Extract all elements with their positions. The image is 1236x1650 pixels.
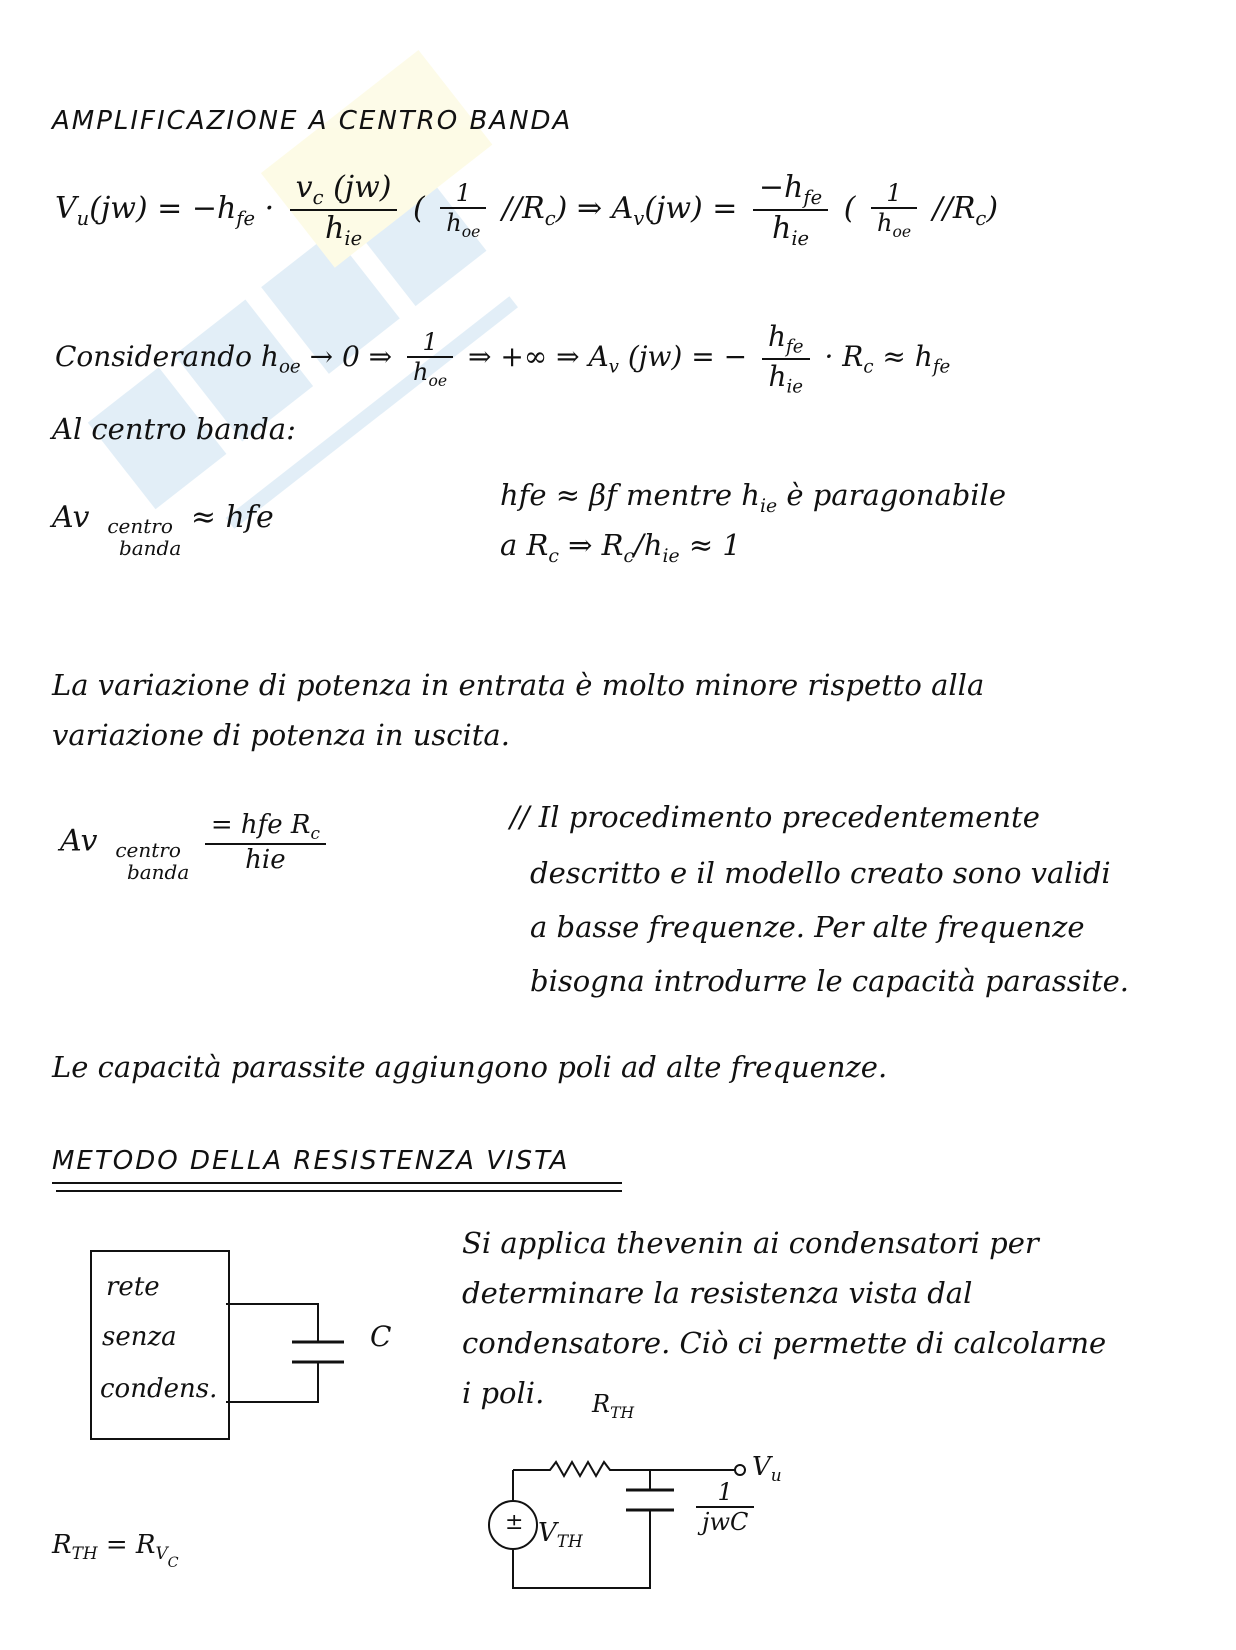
eq1-rhs-inner-fraction [871, 179, 917, 241]
eq2-num-sub: fe [786, 336, 804, 358]
note1-line2-mid: ⇒ R [558, 528, 624, 562]
network-label-line3: condens. [100, 1374, 218, 1404]
resistor-label-sub: TH [610, 1403, 635, 1422]
source-label-sub: TH [556, 1531, 583, 1552]
eq2-frac-num: 1 [407, 328, 453, 358]
eq2-fraction [407, 328, 453, 390]
note-procedimento-line3: a basse frequenze. Per alte frequenze [530, 910, 1085, 944]
eq2-arrow: → 0 ⇒ [300, 340, 402, 374]
eq1-inner-num: 1 [440, 179, 486, 209]
source-polarity-symbol: ± [505, 1510, 524, 1535]
resistor-label [592, 1390, 634, 1422]
eq4-num-sub: c [310, 823, 320, 844]
equation-rth [52, 1530, 179, 1571]
eq1-frac-den-sub: ie [344, 227, 363, 250]
note1-line2-sub3: ie [662, 545, 680, 567]
eq1-fraction [290, 170, 398, 250]
eq1-par-open: ( [413, 191, 425, 226]
eq5-eq: = R [97, 1530, 156, 1560]
note1-line2-end: ≈ 1 [679, 528, 741, 562]
eq1-frac-num-sub: c [312, 186, 324, 209]
eq1-par-end: ) [555, 191, 568, 226]
eq2-times-sub: c [863, 356, 874, 378]
impedance-fraction [696, 1478, 754, 1536]
network-label-line1: rete [106, 1272, 160, 1302]
eq4-lhs-sub2: banda [126, 859, 190, 884]
eq4-lhs-sub1: centro [115, 837, 181, 862]
note-rc-ratio [500, 528, 741, 567]
eq5-lhs: R [52, 1530, 72, 1560]
note1-line2: a R [500, 528, 549, 562]
eq1-lhs-sub2: fe [236, 207, 256, 230]
eq1-rhs-par-close-sub: c [975, 207, 987, 230]
eq2-frac-den-sub: oe [428, 371, 448, 390]
note-procedimento-line1: // Il procedimento precedentemente [510, 800, 1040, 834]
paragraph-thevenin-line2: determinare la resistenza vista dal [462, 1276, 973, 1310]
eq4-num: = hfe R [210, 810, 311, 840]
eq2-tends-sub: v [608, 356, 619, 378]
paragraph-variazione-line2: variazione di potenza in uscita. [52, 718, 510, 752]
note1-line2-mid2: /h [634, 528, 663, 562]
paragraph-thevenin-line3: condensatore. Ciò ci permette di calcolarne [462, 1326, 1107, 1360]
eq1-implies-arg: (jw) = [644, 191, 738, 226]
eq2-approx: ≈ h [873, 340, 933, 374]
eq2-tends-arg: (jw) = − [618, 340, 748, 374]
eq1-inner-den-sub: oe [461, 222, 481, 241]
paragraph-capacita-parassite: Le capacità parassite aggiungono poli ad alte frequenze. [52, 1050, 888, 1084]
eq1-frac-num-arg: (jw) [323, 170, 392, 205]
paragraph-centro-banda: Al centro banda: [52, 412, 296, 446]
eq1-par-close: //R [501, 191, 545, 226]
eq1-lhs-arg: (jw) = −h [89, 191, 237, 226]
eq1-par-close-sub: c [544, 207, 556, 230]
eq1-dot: · [255, 191, 284, 226]
eq2-prefix: Considerando h [55, 340, 279, 374]
eq1-lhs: V [55, 191, 77, 226]
note-procedimento-line2: descritto e il modello creato sono validi [530, 856, 1111, 890]
paragraph-thevenin-line4: i poli. [462, 1376, 545, 1410]
eq4-lhs: Av [60, 823, 98, 859]
eq2-den-sub: ie [786, 376, 804, 398]
equation-av-gain-formula [60, 810, 332, 883]
section-heading-centro-banda: AMPLIFICAZIONE A CENTRO BANDA [52, 106, 573, 136]
note1-line1: hfe ≈ βf mentre h [500, 478, 760, 512]
equation-hoe-limit [55, 320, 950, 397]
eq5-lhs-sub: TH [71, 1543, 98, 1564]
eq2-tends: ⇒ +∞ ⇒ A [468, 340, 609, 374]
capacitor-label: C [370, 1320, 392, 1353]
heading-underline-2 [56, 1190, 622, 1192]
eq1-rhs-fraction [753, 170, 828, 250]
eq1-frac-num: v [295, 170, 313, 205]
heading-underline-1 [52, 1182, 622, 1184]
eq2-approx-sub: fe [932, 356, 951, 378]
eq3-lhs-sub2: banda [118, 536, 182, 560]
eq3-lhs-sub1: centro [107, 514, 173, 538]
impedance-num: 1 [696, 1478, 754, 1508]
eq1-rhs-num-sub: fe [803, 186, 823, 209]
eq2-num: h [767, 320, 787, 353]
paragraph-thevenin-line1: Si applica thevenin ai condensatori per [462, 1226, 1039, 1260]
eq1-rhs-par-close: //R [932, 191, 976, 226]
eq2-gain-fraction [762, 320, 810, 397]
eq1-inner-fraction [440, 179, 486, 241]
network-label-line2: senza [102, 1322, 177, 1352]
eq1-rhs-den: h [771, 211, 792, 246]
source-label-main: V [538, 1518, 557, 1548]
note1-line1-sub: ie [759, 495, 778, 517]
eq2-frac-den: h [413, 357, 429, 386]
eq2-prefix-sub: oe [278, 356, 301, 378]
eq1-frac-den: h [325, 211, 345, 246]
eq3-rhs: ≈ hfe [190, 500, 274, 535]
note1-line2-sub2: c [623, 545, 635, 567]
impedance-den: jwC [702, 1508, 749, 1536]
eq2-den: h [768, 359, 787, 393]
source-label [538, 1518, 583, 1551]
eq5-rhs-sub2: C [167, 1555, 179, 1571]
impedance-label [690, 1478, 760, 1536]
eq1-rhs-den-sub: ie [791, 227, 810, 250]
eq1-rhs-inner-num: 1 [871, 179, 917, 209]
eq1-inner-den: h [446, 209, 462, 238]
note1-line2-sub: c [548, 545, 559, 567]
output-label-sub: u [770, 1465, 782, 1486]
eq2-times: · R [824, 340, 864, 374]
output-label-main: V [752, 1452, 771, 1482]
eq4-den: hie [245, 845, 286, 876]
resistor-label-main: R [592, 1390, 611, 1418]
eq1-rhs-end: ) [986, 191, 999, 226]
capacitor-icon [226, 1290, 366, 1420]
note-procedimento-line4: bisogna introdurre le capacità parassite. [530, 964, 1130, 998]
eq1-implies: ⇒ A [576, 191, 634, 226]
eq1-rhs-num: −h [758, 170, 804, 205]
eq1-rhs-inner-den: h [876, 209, 893, 238]
eq3-lhs: Av [52, 500, 90, 535]
eq1-implies-sub: v [633, 207, 645, 230]
equation-av-centro-banda [52, 500, 274, 559]
note1-line1-end: è paragonabile [777, 478, 1007, 512]
eq1-lhs-sub: u [76, 207, 90, 230]
eq5-rhs-sub1: V [155, 1543, 168, 1564]
equation-vu-gain [55, 170, 998, 250]
note-hfe-beta [500, 478, 1006, 517]
paragraph-variazione-line1: La variazione di potenza in entrata è molto minore rispetto alla [52, 668, 985, 702]
eq1-rhs-inner-den-sub: oe [892, 222, 912, 241]
section-heading-resistenza-vista: METODO DELLA RESISTENZA VISTA [52, 1146, 570, 1176]
eq1-rhs-par: ( [843, 191, 856, 226]
eq4-fraction [205, 810, 326, 875]
